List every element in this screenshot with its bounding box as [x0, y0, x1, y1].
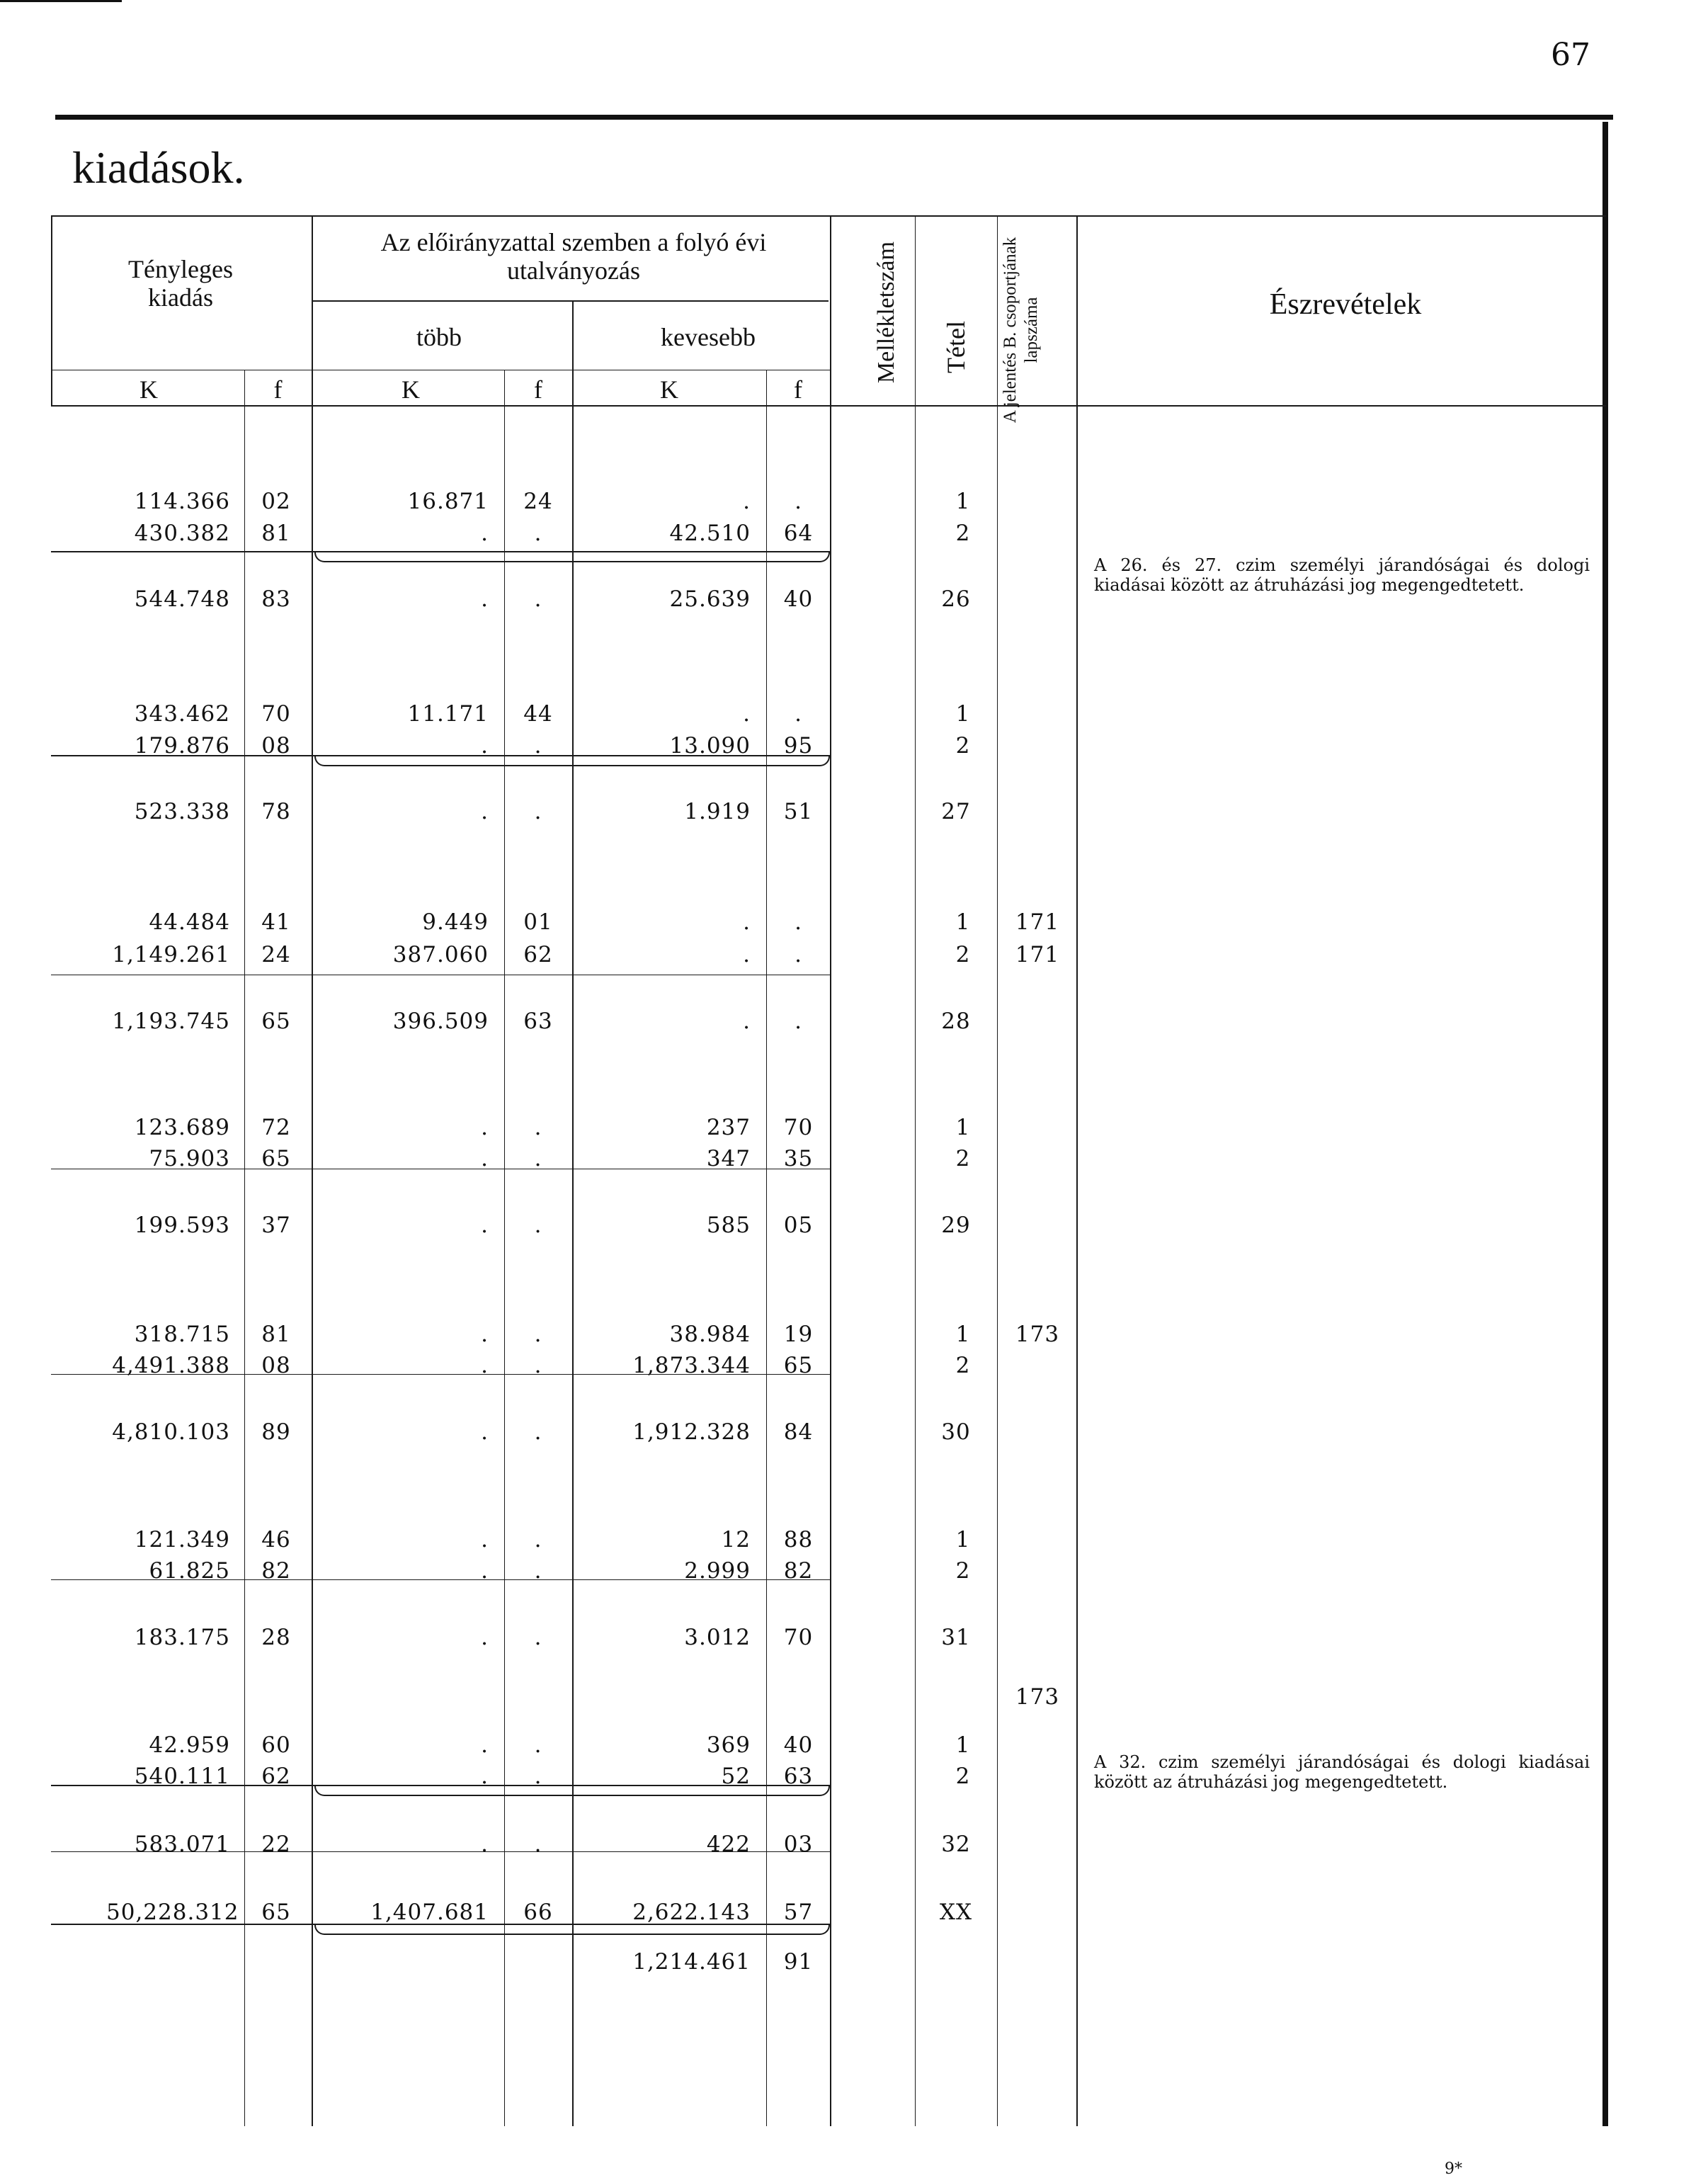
header-comparison: Az előirányzattal szemben a folyó évi utalványozás — [380, 228, 767, 285]
row-1-more-k: 16.871 — [407, 489, 489, 514]
row-3-more-k: . — [481, 586, 489, 612]
row-13-less-k: 38.984 — [669, 1322, 751, 1347]
row-14-more-f: . — [534, 1353, 542, 1378]
row-13-more-k: . — [481, 1322, 489, 1347]
header-report-page: A jelentés B. csoportjának lapszáma — [1001, 237, 1041, 424]
header-bottom-line — [51, 405, 1606, 407]
top-left-rule — [0, 0, 122, 2]
row-9-actual-f: 65 — [261, 1009, 291, 1034]
row-21-item: 2 — [955, 1764, 971, 1789]
row-23-item: XX — [939, 1900, 973, 1925]
header-remarks: Észrevételek — [1269, 288, 1422, 321]
row-16-more-f: . — [534, 1527, 542, 1552]
row-13-less-f: 19 — [783, 1322, 814, 1347]
row-11-less-f: 35 — [783, 1146, 814, 1171]
header-top-line — [51, 215, 1606, 217]
row-6-actual-f: 78 — [261, 799, 291, 824]
row-23-actual-f: 65 — [261, 1900, 291, 1925]
row-13-actual-f: 81 — [261, 1322, 291, 1347]
row-10-actual-f: 72 — [261, 1115, 291, 1140]
row-9-actual-k: 1,193.745 — [112, 1009, 230, 1034]
row-15-actual-k: 4,810.103 — [112, 1419, 230, 1445]
row-1-item: 1 — [955, 489, 971, 514]
row-16-actual-f: 46 — [261, 1527, 291, 1552]
row-20-actual-k: 42.959 — [149, 1732, 230, 1758]
row-23-actual-k: 50,228.312 — [106, 1900, 239, 1925]
row-14-less-f: 65 — [783, 1353, 814, 1378]
row-10-more-k: . — [481, 1115, 489, 1140]
row-3-actual-k: 544.748 — [134, 586, 230, 612]
row-5-less-k: 13.090 — [669, 733, 751, 759]
row-7-more-f: 01 — [523, 909, 553, 935]
row-23-less-f: 57 — [783, 1900, 814, 1925]
row-22-less-k: 422 — [706, 1832, 751, 1857]
row-7-less-f: . — [795, 909, 802, 935]
row-15-item: 30 — [941, 1419, 971, 1445]
header-more-f: f — [534, 375, 542, 404]
top-thick-rule — [55, 115, 1613, 120]
row-8-actual-f: 24 — [261, 942, 291, 967]
row-5-more-k: . — [481, 733, 489, 759]
row-1-actual-k: 114.366 — [134, 489, 230, 514]
row-18-actual-k: 183.175 — [134, 1625, 230, 1650]
section-title: kiadások. — [72, 142, 245, 193]
row-11-more-k: . — [481, 1146, 489, 1171]
row-17-less-f: 82 — [783, 1558, 814, 1584]
row-22-less-f: 03 — [783, 1832, 814, 1857]
row-12-more-f: . — [534, 1213, 542, 1238]
row-10-less-k: 237 — [706, 1115, 751, 1140]
row-12-actual-f: 37 — [261, 1213, 291, 1238]
row-4-less-f: . — [795, 701, 802, 727]
header-item: Tétel — [942, 321, 970, 373]
row-11-item: 2 — [955, 1146, 971, 1171]
row-21-less-f: 63 — [783, 1764, 814, 1789]
header-less-f: f — [794, 375, 802, 404]
row-19-report-page: 173 — [1015, 1684, 1060, 1710]
row-18-item: 31 — [941, 1625, 971, 1650]
row-22-more-f: . — [534, 1832, 542, 1857]
row-2-actual-k: 430.382 — [134, 521, 230, 546]
row-22-more-k: . — [481, 1832, 489, 1857]
row-11-actual-k: 75.903 — [149, 1146, 230, 1171]
row-22-actual-k: 583.071 — [134, 1832, 230, 1857]
row-22-actual-f: 22 — [261, 1832, 291, 1857]
row-7-item: 1 — [955, 909, 971, 935]
col-line-appendix-end — [915, 215, 916, 2126]
header-actual: Tényleges kiadás — [128, 255, 233, 312]
row-7-actual-f: 41 — [261, 909, 291, 935]
row-20-less-f: 40 — [783, 1732, 814, 1758]
row-5-actual-k: 179.876 — [134, 733, 230, 759]
row-16-item: 1 — [955, 1527, 971, 1552]
row-20-more-f: . — [534, 1732, 542, 1758]
row-20-less-k: 369 — [706, 1732, 751, 1758]
row-10-less-f: 70 — [783, 1115, 814, 1140]
row-10-more-f: . — [534, 1115, 542, 1140]
row-8-less-f: . — [795, 942, 802, 967]
header-subline-comparison — [312, 300, 829, 302]
col-line-actual-end — [312, 215, 313, 2126]
row-24-less-f: 91 — [783, 1949, 814, 1975]
row-21-less-k: 52 — [721, 1764, 751, 1789]
row-6-more-f: . — [534, 799, 542, 824]
row-5-actual-f: 08 — [261, 733, 291, 759]
row-4-more-f: 44 — [523, 701, 553, 727]
row-17-less-k: 2.999 — [684, 1558, 751, 1584]
row-21-actual-k: 540.111 — [134, 1764, 230, 1789]
row-5-less-f: 95 — [783, 733, 814, 759]
right-border — [1602, 122, 1608, 2126]
row-1-actual-f: 02 — [261, 489, 291, 514]
remark-32: A 32. czim személyi járandóságai és dologi kiadásai között az átruházási jog megengedtetett. — [1094, 1752, 1590, 1792]
header-actual-f: f — [273, 375, 283, 404]
header-more: több — [416, 323, 462, 351]
row-17-more-f: . — [534, 1558, 542, 1584]
row-13-more-f: . — [534, 1322, 542, 1347]
row-9-less-k: . — [743, 1009, 751, 1034]
header-less-k: K — [660, 375, 678, 404]
row-3-more-f: . — [534, 586, 542, 612]
row-4-less-k: . — [743, 701, 751, 727]
row-9-more-f: 63 — [523, 1009, 553, 1034]
row-21-more-f: . — [534, 1764, 542, 1789]
row-20-more-k: . — [481, 1732, 489, 1758]
row-8-report-page: 171 — [1015, 942, 1060, 967]
row-14-item: 2 — [955, 1353, 971, 1378]
row-6-less-f: 51 — [783, 799, 814, 824]
row-15-actual-f: 89 — [261, 1419, 291, 1445]
row-15-more-k: . — [481, 1419, 489, 1445]
header-actual-k: K — [140, 375, 158, 404]
footer-mark: 9* — [1445, 2160, 1462, 2178]
row-2-more-f: . — [534, 521, 542, 546]
row-3-actual-f: 83 — [261, 586, 291, 612]
col-line-more-kf — [504, 370, 505, 2126]
row-4-actual-k: 343.462 — [134, 701, 230, 727]
row-20-item: 1 — [955, 1732, 971, 1758]
col-line-more-end — [572, 300, 574, 2126]
row-5-item: 2 — [955, 733, 971, 759]
row-13-report-page: 173 — [1015, 1322, 1060, 1347]
row-18-less-k: 3.012 — [684, 1625, 751, 1650]
row-14-actual-k: 4,491.388 — [112, 1353, 230, 1378]
row-7-report-page: 171 — [1015, 909, 1060, 935]
row-13-item: 1 — [955, 1322, 971, 1347]
remark-26-27: A 26. és 27. czim személyi járandóságai és dologi kiadásai között az átruházási jog megengedtetett. — [1094, 555, 1590, 595]
page-number: 67 — [1551, 37, 1590, 73]
row-1-more-f: 24 — [523, 489, 553, 514]
row-11-actual-f: 65 — [261, 1146, 291, 1171]
row-18-actual-f: 28 — [261, 1625, 291, 1650]
row-6-actual-k: 523.338 — [134, 799, 230, 824]
row-6-less-k: 1.919 — [684, 799, 751, 824]
row-14-more-k: . — [481, 1353, 489, 1378]
row-7-actual-k: 44.484 — [149, 909, 230, 935]
row-17-actual-k: 61.825 — [149, 1558, 230, 1584]
row-12-more-k: . — [481, 1213, 489, 1238]
row-14-less-k: 1,873.344 — [632, 1353, 751, 1378]
row-15-less-f: 84 — [783, 1419, 814, 1445]
row-7-more-k: 9.449 — [422, 909, 489, 935]
row-22-item: 32 — [941, 1832, 971, 1857]
row-6-item: 27 — [941, 799, 971, 824]
row-10-item: 1 — [955, 1115, 971, 1140]
row-8-more-f: 62 — [523, 942, 553, 967]
row-6-more-k: . — [481, 799, 489, 824]
col-line-left — [51, 215, 52, 407]
col-line-kf — [244, 370, 245, 2126]
row-16-more-k: . — [481, 1527, 489, 1552]
row-23-less-k: 2,622.143 — [632, 1900, 751, 1925]
row-18-more-f: . — [534, 1625, 542, 1650]
row-9-more-k: 396.509 — [392, 1009, 489, 1034]
row-12-less-f: 05 — [783, 1213, 814, 1238]
row-9-item: 28 — [941, 1009, 971, 1034]
row-9-less-f: . — [795, 1009, 802, 1034]
row-4-item: 1 — [955, 701, 971, 727]
row-10-actual-k: 123.689 — [134, 1115, 230, 1140]
row-8-less-k: . — [743, 942, 751, 967]
row-18-less-f: 70 — [783, 1625, 814, 1650]
row-17-actual-f: 82 — [261, 1558, 291, 1584]
row-1-less-k: . — [743, 489, 751, 514]
row-21-actual-f: 62 — [261, 1764, 291, 1789]
col-line-page-end — [1076, 215, 1078, 2126]
row-4-more-k: 11.171 — [407, 701, 489, 727]
row-1-less-f: . — [795, 489, 802, 514]
row-8-actual-k: 1,149.261 — [112, 942, 230, 967]
row-17-item: 2 — [955, 1558, 971, 1584]
row-2-item: 2 — [955, 521, 971, 546]
row-21-more-k: . — [481, 1764, 489, 1789]
row-11-less-k: 347 — [706, 1146, 751, 1171]
row-2-more-k: . — [481, 521, 489, 546]
row-14-actual-f: 08 — [261, 1353, 291, 1378]
row-8-item: 2 — [955, 942, 971, 967]
row-15-less-k: 1,912.328 — [632, 1419, 751, 1445]
row-11-more-f: . — [534, 1146, 542, 1171]
row-4-actual-f: 70 — [261, 701, 291, 727]
row-5-more-f: . — [534, 733, 542, 759]
row-12-less-k: 585 — [706, 1213, 751, 1238]
header-appendix: Mellékletszám — [873, 241, 899, 384]
row-15-more-f: . — [534, 1419, 542, 1445]
header-more-k: K — [402, 375, 420, 404]
header-less: kevesebb — [661, 323, 756, 351]
row-2-actual-f: 81 — [261, 521, 291, 546]
row-23-more-k: 1,407.681 — [370, 1900, 489, 1925]
brace-26 — [314, 552, 830, 562]
row-16-actual-k: 121.349 — [134, 1527, 230, 1552]
brace-total — [314, 1925, 830, 1935]
row-24-less-k: 1,214.461 — [632, 1949, 751, 1975]
row-2-less-k: 42.510 — [669, 521, 751, 546]
row-16-less-f: 88 — [783, 1527, 814, 1552]
row-20-actual-f: 60 — [261, 1732, 291, 1758]
row-12-actual-k: 199.593 — [134, 1213, 230, 1238]
row-17-more-k: . — [481, 1558, 489, 1584]
row-3-less-k: 25.639 — [669, 586, 751, 612]
row-23-more-f: 66 — [523, 1900, 553, 1925]
col-line-less-kf — [766, 370, 767, 2126]
row-2-less-f: 64 — [783, 521, 814, 546]
row-3-item: 26 — [941, 586, 971, 612]
col-line-less-end — [830, 215, 831, 2126]
row-3-less-f: 40 — [783, 586, 814, 612]
row-7-less-k: . — [743, 909, 751, 935]
row-16-less-k: 12 — [721, 1527, 751, 1552]
row-18-more-k: . — [481, 1625, 489, 1650]
row-8-more-k: 387.060 — [392, 942, 489, 967]
row-13-actual-k: 318.715 — [134, 1322, 230, 1347]
row-12-item: 29 — [941, 1213, 971, 1238]
